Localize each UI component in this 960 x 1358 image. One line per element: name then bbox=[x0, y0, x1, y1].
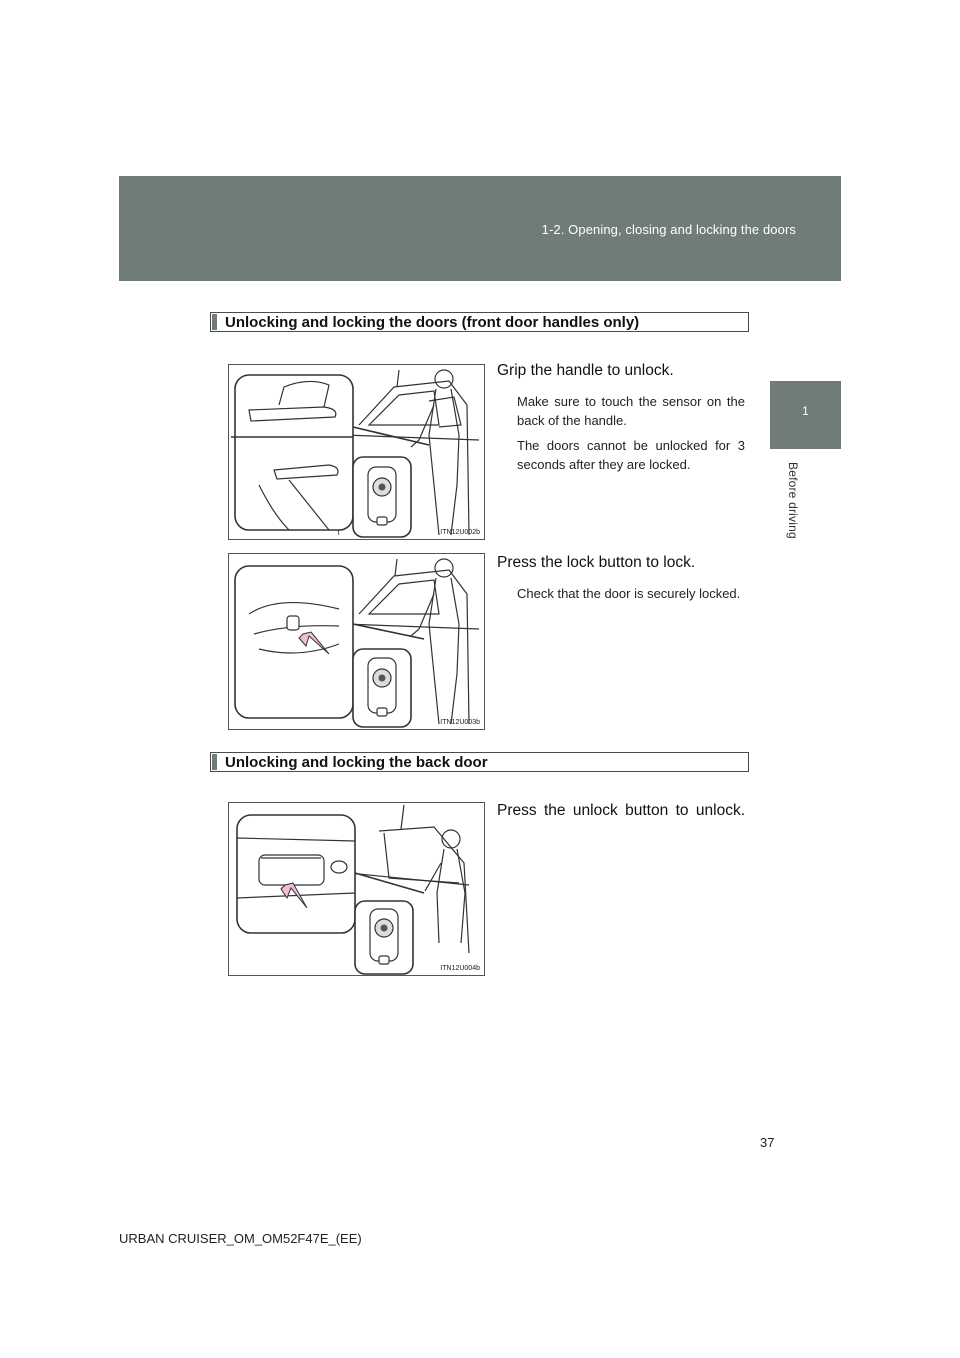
figure-grip-handle bbox=[228, 364, 485, 540]
section-heading-text: Unlocking and locking the doors (front door handles only) bbox=[225, 314, 640, 331]
figure-back-door bbox=[228, 802, 485, 976]
step-text: Press the lock button to lock. bbox=[497, 554, 696, 571]
figure-lock-button bbox=[228, 553, 485, 730]
heading-marker bbox=[212, 754, 217, 770]
chapter-label: Before driving bbox=[786, 462, 800, 539]
step-note: Check that the door is securely locked. bbox=[517, 586, 741, 601]
figure-code: ITN12U003b bbox=[440, 719, 480, 726]
chapter-tab bbox=[770, 381, 841, 449]
step-text: Grip the handle to unlock. bbox=[497, 362, 674, 379]
chapter-number: 1 bbox=[802, 404, 809, 418]
heading-marker bbox=[212, 314, 217, 330]
section-heading-back-door bbox=[210, 752, 749, 772]
step-note: Make sure to touch the sensor on the back of the handle. bbox=[517, 394, 745, 428]
section-heading-text: Unlocking and locking the back door bbox=[225, 754, 488, 771]
header-band bbox=[119, 176, 841, 281]
footer-doc-id: URBAN CRUISER_OM_OM52F47E_(EE) bbox=[119, 1231, 362, 1246]
page-number: 37 bbox=[760, 1135, 775, 1150]
figure-code: ITN12U004b bbox=[440, 965, 480, 972]
section-heading-front-doors bbox=[210, 312, 749, 332]
step-text: Press the unlock button to unlock. bbox=[497, 802, 745, 819]
running-header: 1-2. Opening, closing and locking the doors bbox=[541, 222, 796, 237]
figure-code: ITN12U002b bbox=[440, 529, 480, 536]
step-note: The doors cannot be unlocked for 3 seconds after they are locked. bbox=[517, 438, 745, 472]
